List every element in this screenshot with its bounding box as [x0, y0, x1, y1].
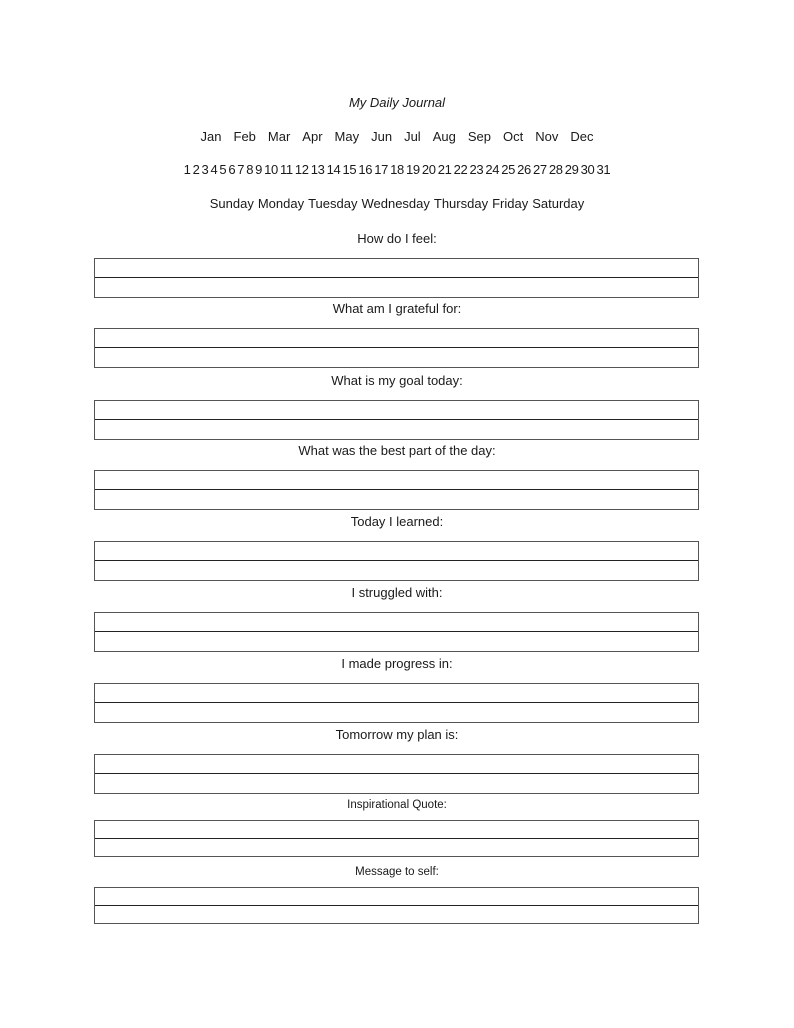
journal-section: [0, 230, 794, 251]
section-label: Today I learned:: [350, 514, 444, 529]
day-option[interactable]: 28: [548, 162, 563, 177]
answer-line[interactable]: [95, 888, 698, 906]
journal-section: [0, 584, 794, 605]
section-label: What was the best part of the day:: [298, 443, 496, 458]
month-option[interactable]: May: [334, 129, 360, 144]
month-option[interactable]: Jun: [371, 129, 393, 144]
answer-line[interactable]: [95, 703, 698, 722]
month-option[interactable]: Nov: [535, 129, 559, 144]
day-option[interactable]: 3: [201, 162, 209, 177]
answer-box: [94, 470, 699, 510]
month-option[interactable]: Apr: [302, 129, 323, 144]
answer-line[interactable]: [95, 839, 698, 857]
answer-line[interactable]: [95, 684, 698, 703]
day-option[interactable]: 20: [421, 162, 436, 177]
section-label: What is my goal today:: [331, 373, 463, 388]
answer-line[interactable]: [95, 420, 698, 439]
month-option[interactable]: Jan: [200, 129, 222, 144]
answer-line[interactable]: [95, 490, 698, 509]
answer-line[interactable]: [95, 632, 698, 651]
day-option[interactable]: 23: [469, 162, 484, 177]
answer-line[interactable]: [95, 348, 698, 367]
answer-line[interactable]: [95, 561, 698, 580]
journal-section: [0, 300, 794, 321]
month-option[interactable]: Feb: [233, 129, 256, 144]
month-option[interactable]: Aug: [432, 129, 456, 144]
journal-section: [0, 513, 794, 534]
section-label: Inspirational Quote:: [347, 799, 447, 811]
weekday-option[interactable]: Wednesday: [361, 196, 430, 211]
day-option[interactable]: 26: [517, 162, 531, 177]
day-option[interactable]: 11: [279, 162, 293, 177]
section-label: Tomorrow my plan is:: [335, 727, 459, 742]
answer-box: [94, 887, 699, 924]
day-option[interactable]: 22: [453, 162, 468, 177]
day-option[interactable]: 15: [342, 162, 357, 177]
day-option[interactable]: 21: [437, 162, 452, 177]
answer-line[interactable]: [95, 755, 698, 774]
journal-section: [0, 726, 794, 747]
answer-line[interactable]: [95, 471, 698, 490]
answer-box: [94, 754, 699, 794]
weekday-option[interactable]: Sunday: [209, 196, 254, 211]
day-option[interactable]: 2: [192, 162, 200, 177]
section-label: Message to self:: [355, 866, 439, 878]
month-option[interactable]: Sep: [467, 129, 491, 144]
day-option[interactable]: 7: [237, 162, 245, 177]
day-number-list: [0, 162, 794, 177]
weekday-option[interactable]: Friday: [492, 196, 529, 211]
journal-section: [0, 797, 794, 818]
journal-section: [0, 655, 794, 676]
answer-line[interactable]: [95, 401, 698, 420]
journal-section: [0, 864, 794, 885]
answer-box: [94, 612, 699, 652]
day-option[interactable]: 5: [219, 162, 227, 177]
weekday-list: [0, 196, 794, 211]
section-label: What am I grateful for:: [332, 301, 462, 316]
day-option[interactable]: 25: [501, 162, 516, 177]
answer-line[interactable]: [95, 774, 698, 793]
month-list: [0, 129, 794, 144]
answer-line[interactable]: [95, 821, 698, 839]
day-option[interactable]: 30: [580, 162, 595, 177]
weekday-option[interactable]: Tuesday: [308, 196, 358, 211]
day-option[interactable]: 10: [264, 162, 278, 177]
day-option[interactable]: 31: [596, 162, 611, 177]
month-option[interactable]: Mar: [267, 129, 291, 144]
day-option[interactable]: 4: [210, 162, 218, 177]
journal-section: [0, 442, 794, 463]
answer-box: [94, 400, 699, 440]
answer-box: [94, 258, 699, 298]
month-option[interactable]: Jul: [404, 129, 421, 144]
day-option[interactable]: 1: [183, 162, 191, 177]
day-option[interactable]: 29: [564, 162, 579, 177]
day-option[interactable]: 19: [405, 162, 420, 177]
answer-line[interactable]: [95, 906, 698, 924]
page-title: My Daily Journal: [348, 95, 446, 110]
section-label: I made progress in:: [341, 656, 453, 671]
day-option[interactable]: 13: [310, 162, 325, 177]
day-option[interactable]: 27: [532, 162, 547, 177]
day-option[interactable]: 12: [294, 162, 309, 177]
day-option[interactable]: 16: [358, 162, 373, 177]
day-option[interactable]: 17: [374, 162, 389, 177]
answer-line[interactable]: [95, 278, 698, 297]
section-label: How do I feel:: [357, 231, 437, 246]
answer-box: [94, 820, 699, 857]
answer-line[interactable]: [95, 613, 698, 632]
month-option[interactable]: Oct: [502, 129, 524, 144]
answer-line[interactable]: [95, 329, 698, 348]
day-option[interactable]: 24: [485, 162, 500, 177]
answer-box: [94, 328, 699, 368]
day-option[interactable]: 14: [326, 162, 341, 177]
journal-section: [0, 372, 794, 393]
day-option[interactable]: 18: [390, 162, 404, 177]
answer-box: [94, 683, 699, 723]
day-option[interactable]: 9: [255, 162, 263, 177]
weekday-option[interactable]: Monday: [257, 196, 305, 211]
weekday-option[interactable]: Thursday: [433, 196, 489, 211]
answer-box: [94, 541, 699, 581]
day-option[interactable]: 8: [246, 162, 254, 177]
answer-line[interactable]: [95, 542, 698, 561]
section-label: I struggled with:: [351, 585, 443, 600]
answer-line[interactable]: [95, 259, 698, 278]
month-option[interactable]: Dec: [570, 129, 594, 144]
day-option[interactable]: 6: [228, 162, 236, 177]
weekday-option[interactable]: Saturday: [532, 196, 585, 211]
